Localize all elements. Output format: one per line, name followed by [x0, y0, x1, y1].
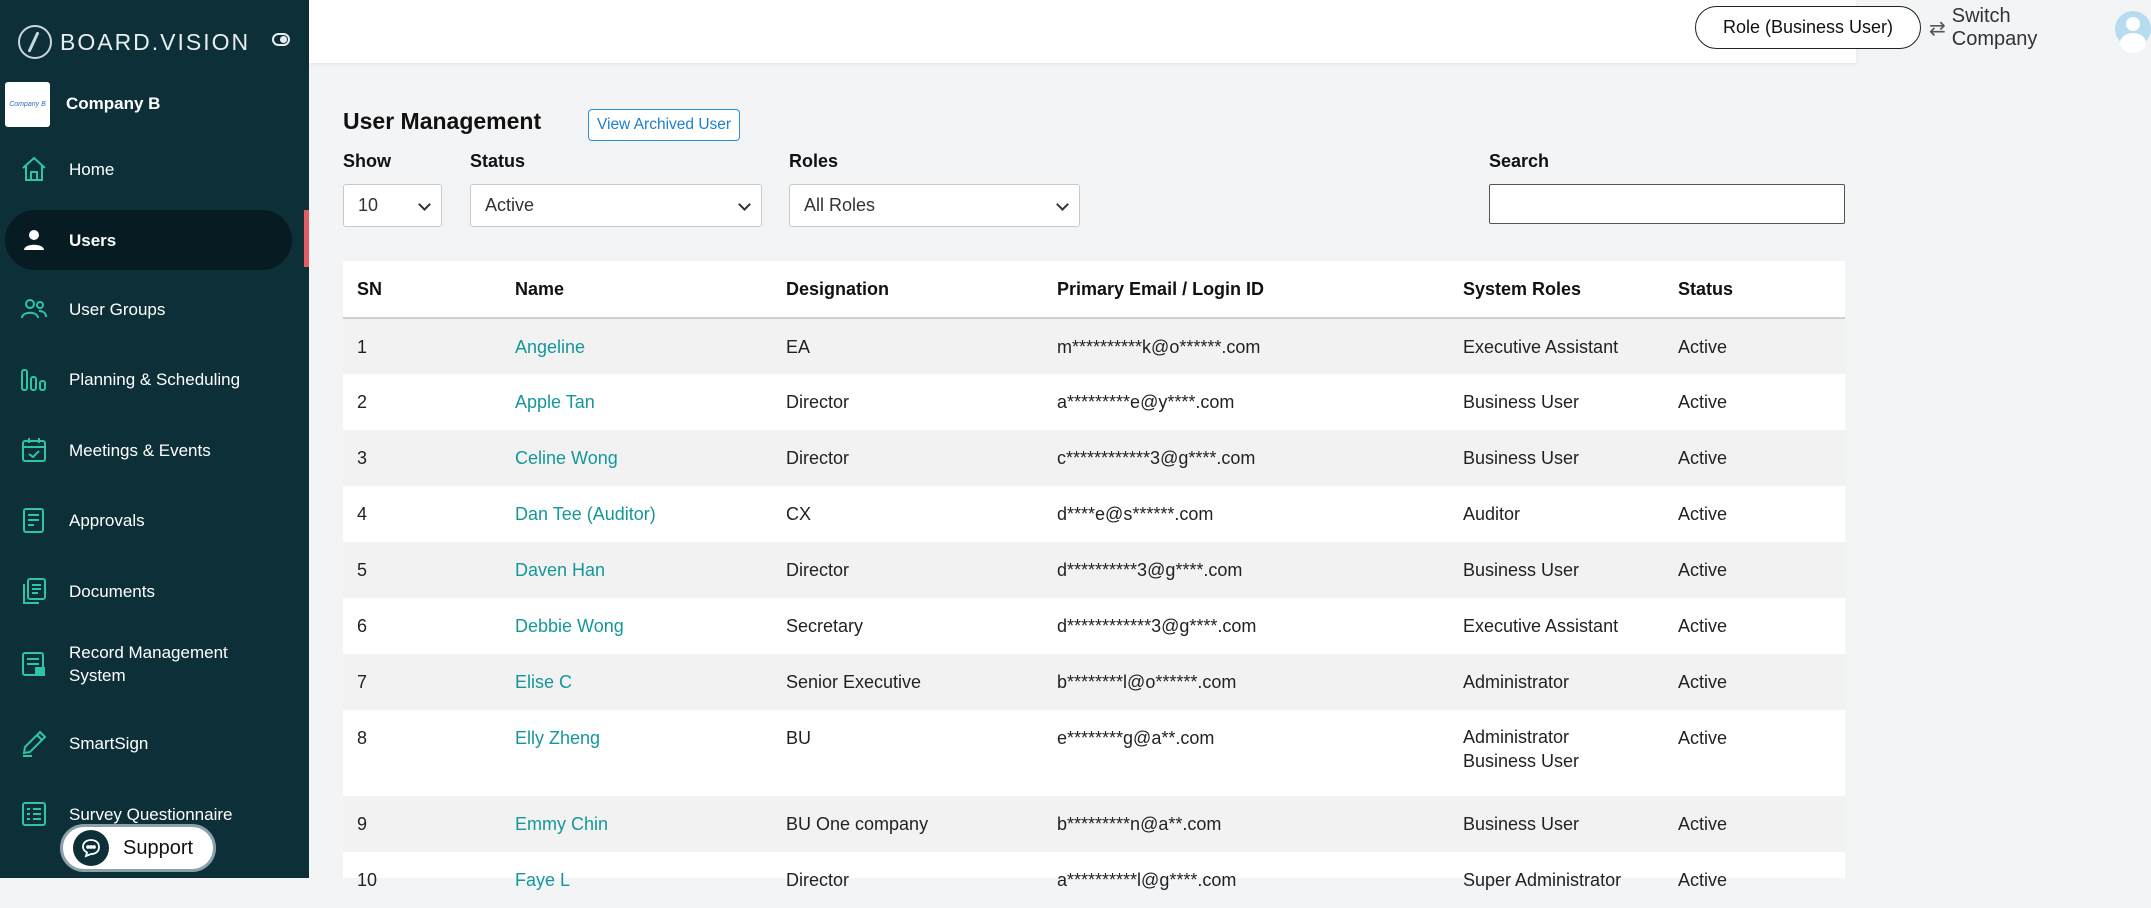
table-row [343, 796, 1845, 852]
cell-status: Active [1678, 448, 1728, 468]
top-bar [309, 0, 2038, 63]
cell-designation: Director [786, 560, 850, 580]
cell-email: d**********3@g****.com [1057, 560, 1243, 580]
company-name: Company B [66, 94, 161, 113]
page-title: User Management [343, 108, 542, 134]
company-selector[interactable] [5, 81, 160, 127]
cell-system-roles: Executive Assistant [1463, 616, 1619, 636]
user-name-link[interactable]: Daven Han [515, 560, 606, 580]
cell-status: Active [1678, 337, 1728, 357]
cell-system-roles: Administrator [1463, 672, 1570, 692]
cell-email: b*********n@a**.com [1057, 814, 1222, 834]
user-name-link[interactable]: Elise C [515, 672, 573, 692]
user-name-link[interactable]: Apple Tan [515, 392, 595, 412]
support-label: Support [123, 836, 194, 859]
show-select[interactable] [343, 184, 442, 227]
cell-sn: 7 [357, 672, 368, 692]
cell-status: Active [1678, 728, 1728, 748]
sidebar-item-user-groups[interactable] [5, 279, 292, 339]
cell-system-roles: Business User [1463, 814, 1580, 834]
sidebar-toggle-icon[interactable] [272, 33, 290, 46]
sidebar-item-label: Record Management System [69, 643, 228, 685]
cell-system-roles: Super Administrator [1463, 870, 1622, 890]
sidebar-item-home[interactable] [5, 139, 292, 199]
cell-email: m**********k@o******.com [1057, 337, 1261, 357]
cell-sn: 5 [357, 560, 368, 580]
company-logo: Company B [5, 82, 50, 127]
sidebar-item-planning[interactable] [5, 349, 292, 409]
sidebar-item-label: Meetings & Events [69, 440, 211, 460]
cell-status: Active [1678, 814, 1728, 834]
cell-sn: 1 [357, 337, 368, 357]
table-row [343, 430, 1845, 486]
cell-designation: Senior Executive [786, 672, 922, 692]
show-label: Show [343, 151, 391, 171]
cell-email: a*********e@y****.com [1057, 392, 1235, 412]
cell-status: Active [1678, 560, 1728, 580]
cell-status: Active [1678, 616, 1728, 636]
sidebar-item-documents[interactable] [5, 561, 292, 621]
cell-sn: 10 [357, 870, 378, 890]
calendar-check-icon [19, 435, 49, 465]
users-table [343, 261, 1845, 890]
table-row [343, 710, 1845, 796]
role-line: Business User [1463, 751, 1580, 771]
cell-email: d****e@s******.com [1057, 504, 1214, 524]
avatar[interactable] [2115, 11, 2151, 47]
cell-email: b********l@o******.com [1057, 672, 1237, 692]
chat-icon [73, 830, 109, 866]
search-input[interactable] [1489, 184, 1845, 224]
column-header-system-roles[interactable]: System Roles [1449, 261, 1664, 318]
show-select-value: 10 [358, 195, 379, 215]
column-header-sn[interactable]: SN [343, 261, 501, 318]
user-name-link[interactable]: Debbie Wong [515, 616, 624, 636]
roles-select[interactable] [789, 184, 1080, 227]
sidebar-item-label: Planning & Scheduling [69, 369, 241, 389]
user-name-link[interactable]: Angeline [515, 337, 586, 357]
survey-icon [19, 799, 49, 829]
user-icon [19, 225, 49, 255]
bar-chart-icon [19, 364, 49, 394]
record-icon [19, 649, 49, 679]
table-row [343, 486, 1845, 542]
table-row [343, 318, 1845, 374]
brand-name: BOARD.VISION [60, 28, 251, 55]
status-select-value: Active [485, 195, 535, 215]
column-header-email[interactable]: Primary Email / Login ID [1043, 261, 1449, 318]
chevron-down-icon [738, 198, 751, 211]
sidebar-item-users[interactable] [5, 210, 292, 270]
cell-designation: Director [786, 448, 850, 468]
column-header-designation[interactable]: Designation [772, 261, 1043, 318]
cell-email: e********g@a**.com [1057, 728, 1215, 748]
cell-status: Active [1678, 870, 1728, 890]
cell-status: Active [1678, 504, 1728, 524]
cell-email: c************3@g****.com [1057, 448, 1256, 468]
table-row [343, 374, 1845, 430]
view-archived-user-button[interactable]: View Archived User [588, 109, 740, 141]
column-header-status[interactable]: Status [1664, 261, 1845, 318]
sidebar-item-meetings[interactable] [5, 420, 292, 480]
cell-system-roles: Business User [1463, 448, 1580, 468]
cell-designation: CX [786, 504, 812, 524]
cell-designation: Director [786, 392, 850, 412]
cell-email: a**********l@g****.com [1057, 870, 1237, 890]
cell-sn: 8 [357, 728, 368, 748]
role-button[interactable]: Role (Business User) [1695, 6, 1921, 49]
cell-sn: 2 [357, 392, 368, 412]
table-row [343, 598, 1845, 654]
active-item-marker [304, 210, 309, 267]
sidebar-item-smartsign[interactable] [5, 713, 292, 773]
sidebar-item-label: SmartSign [69, 733, 149, 753]
sidebar [0, 0, 309, 878]
sidebar-item-label: Approvals [69, 510, 145, 530]
brand-mark-icon [18, 25, 52, 59]
table-row [343, 542, 1845, 598]
user-name-link[interactable]: Celine Wong [515, 448, 618, 468]
role-line: Administrator [1463, 727, 1570, 747]
roles-label: Roles [789, 151, 839, 171]
user-name-link[interactable]: Faye L [515, 870, 571, 890]
switch-company-button[interactable] [1929, 5, 2038, 50]
roles-select-value: All Roles [804, 195, 876, 215]
cell-designation: BU One company [786, 814, 929, 834]
cell-system-roles: Auditor [1463, 504, 1521, 524]
table-row [343, 654, 1845, 710]
sidebar-item-approvals[interactable] [5, 490, 292, 550]
cell-status: Active [1678, 392, 1728, 412]
table-header-row [343, 261, 1845, 318]
cell-system-roles [1449, 710, 1664, 796]
pen-icon [19, 728, 49, 758]
sidebar-item-label: Documents [69, 581, 155, 601]
sidebar-item-label: Home [69, 159, 115, 179]
document-check-icon [19, 505, 49, 535]
user-name-link[interactable]: Dan Tee (Auditor) [515, 504, 656, 524]
cell-designation: EA [786, 337, 811, 357]
brand-logo[interactable] [18, 22, 250, 62]
swap-icon: ⇄ [1929, 17, 1946, 40]
cell-system-roles: Business User [1463, 392, 1580, 412]
home-icon [19, 154, 49, 184]
cell-designation: BU [786, 728, 812, 748]
cell-sn: 3 [357, 448, 368, 468]
cell-sn: 6 [357, 616, 368, 636]
cell-designation: Director [786, 870, 850, 890]
support-button[interactable] [60, 824, 216, 872]
sidebar-item-label: Survey Questionnaire [69, 804, 233, 824]
chevron-down-icon [418, 198, 431, 211]
cell-designation: Secretary [786, 616, 864, 636]
chevron-down-icon [1056, 198, 1069, 211]
user-groups-icon [19, 294, 49, 324]
search-label: Search [1489, 151, 1550, 171]
status-select[interactable] [470, 184, 762, 227]
cell-sn: 9 [357, 814, 368, 834]
cell-status: Active [1678, 672, 1728, 692]
cell-system-roles: Business User [1463, 560, 1580, 580]
cell-system-roles: Executive Assistant [1463, 337, 1619, 357]
documents-icon [19, 576, 49, 606]
user-name-link[interactable]: Emmy Chin [515, 814, 609, 834]
sidebar-item-label: User Groups [69, 299, 166, 319]
switch-company-label: Switch Company [1951, 5, 2038, 50]
sidebar-item-label: Users [69, 230, 117, 250]
sidebar-item-record-management[interactable] [5, 634, 292, 694]
cell-email: d************3@g****.com [1057, 616, 1257, 636]
cell-sn: 4 [357, 504, 368, 524]
user-name-link[interactable]: Elly Zheng [515, 728, 601, 748]
column-header-name[interactable]: Name [501, 261, 772, 318]
table-row [343, 852, 1845, 908]
status-label: Status [470, 151, 526, 171]
